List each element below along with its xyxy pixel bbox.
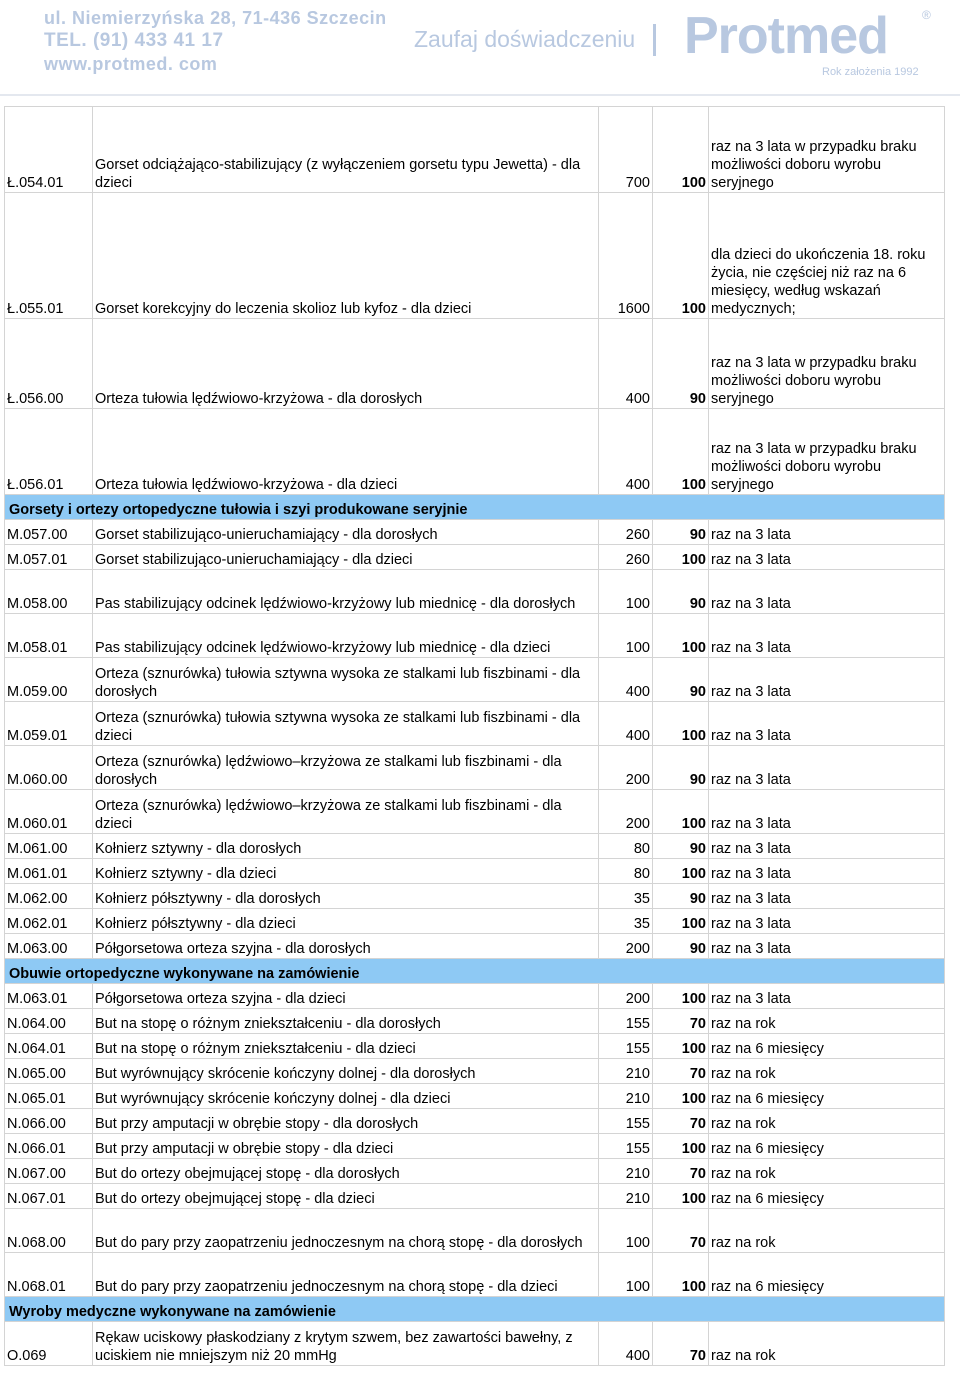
item-frequency: raz na 6 miesięcy bbox=[709, 1034, 945, 1059]
item-code: M.058.00 bbox=[5, 570, 93, 614]
item-price: 210 bbox=[599, 1184, 653, 1209]
item-frequency: raz na 6 miesięcy bbox=[709, 1253, 945, 1297]
item-name: Orteza tułowia lędźwiowo-krzyżowa - dla dorosłych bbox=[93, 319, 599, 409]
table-row bbox=[5, 1209, 945, 1253]
item-frequency: raz na 3 lata bbox=[709, 859, 945, 884]
table-row bbox=[5, 934, 945, 959]
table-row bbox=[5, 834, 945, 859]
item-code: N.067.01 bbox=[5, 1184, 93, 1209]
item-price: 1600 bbox=[599, 193, 653, 319]
item-refund-percent: 90 bbox=[653, 834, 709, 859]
table-row bbox=[5, 319, 945, 409]
table-row bbox=[5, 1184, 945, 1209]
table-row bbox=[5, 1084, 945, 1109]
logo-founded-year: Rok założenia 1992 bbox=[822, 66, 919, 78]
section-header-row bbox=[5, 959, 945, 984]
table-row bbox=[5, 859, 945, 884]
item-code: N.065.01 bbox=[5, 1084, 93, 1109]
item-price: 400 bbox=[599, 1322, 653, 1366]
item-name: Półgorsetowa orteza szyjna - dla dorosłych bbox=[93, 934, 599, 959]
item-refund-percent: 90 bbox=[653, 658, 709, 702]
item-refund-percent: 100 bbox=[653, 1084, 709, 1109]
item-code: N.066.00 bbox=[5, 1109, 93, 1134]
item-name: But wyrównujący skrócenie kończyny dolnej - dla dorosłych bbox=[93, 1059, 599, 1084]
item-code: M.059.01 bbox=[5, 702, 93, 746]
item-name: Orteza (sznurówka) lędźwiowo–krzyżowa ze stalkami lub fiszbinami - dla dorosłych bbox=[93, 746, 599, 790]
table-row bbox=[5, 409, 945, 495]
item-price: 100 bbox=[599, 614, 653, 658]
item-name: But do pary przy zaopatrzeniu jednoczesnym na chorą stopę - dla dzieci bbox=[93, 1253, 599, 1297]
item-refund-percent: 100 bbox=[653, 409, 709, 495]
item-refund-percent: 100 bbox=[653, 859, 709, 884]
item-refund-percent: 100 bbox=[653, 1034, 709, 1059]
item-frequency: raz na rok bbox=[709, 1322, 945, 1366]
item-code: O.069 bbox=[5, 1322, 93, 1366]
item-price: 210 bbox=[599, 1084, 653, 1109]
table-row bbox=[5, 545, 945, 570]
item-code: Ł.055.01 bbox=[5, 193, 93, 319]
table-row bbox=[5, 1009, 945, 1034]
item-price: 700 bbox=[599, 107, 653, 193]
item-price: 80 bbox=[599, 859, 653, 884]
item-name: Orteza (sznurówka) tułowia sztywna wysoka ze stalkami lub fiszbinami - dla dorosłych bbox=[93, 658, 599, 702]
item-price: 155 bbox=[599, 1134, 653, 1159]
item-price: 35 bbox=[599, 909, 653, 934]
table-row bbox=[5, 193, 945, 319]
item-price: 100 bbox=[599, 570, 653, 614]
table-row bbox=[5, 1109, 945, 1134]
item-frequency: raz na 3 lata bbox=[709, 658, 945, 702]
section-title: Gorsety i ortezy ortopedyczne tułowia i szyi produkowane seryjnie bbox=[5, 495, 945, 520]
section-title: Obuwie ortopedyczne wykonywane na zamówienie bbox=[5, 959, 945, 984]
item-frequency: raz na 3 lata bbox=[709, 909, 945, 934]
item-refund-percent: 100 bbox=[653, 1253, 709, 1297]
section-header-row bbox=[5, 1297, 945, 1322]
item-price: 200 bbox=[599, 746, 653, 790]
item-code: N.068.01 bbox=[5, 1253, 93, 1297]
item-name: Kołnierz sztywny - dla dorosłych bbox=[93, 834, 599, 859]
item-refund-percent: 90 bbox=[653, 570, 709, 614]
table-row bbox=[5, 702, 945, 746]
item-refund-percent: 100 bbox=[653, 193, 709, 319]
item-refund-percent: 100 bbox=[653, 790, 709, 834]
item-price: 210 bbox=[599, 1159, 653, 1184]
item-frequency: raz na 3 lata bbox=[709, 884, 945, 909]
item-code: M.057.00 bbox=[5, 520, 93, 545]
item-price: 100 bbox=[599, 1253, 653, 1297]
item-price: 260 bbox=[599, 545, 653, 570]
item-code: M.061.00 bbox=[5, 834, 93, 859]
item-frequency: raz na 6 miesięcy bbox=[709, 1084, 945, 1109]
table-row bbox=[5, 909, 945, 934]
item-price: 80 bbox=[599, 834, 653, 859]
item-code: M.061.01 bbox=[5, 859, 93, 884]
item-price: 100 bbox=[599, 1209, 653, 1253]
item-refund-percent: 90 bbox=[653, 746, 709, 790]
item-refund-percent: 70 bbox=[653, 1322, 709, 1366]
item-code: Ł.056.01 bbox=[5, 409, 93, 495]
item-price: 260 bbox=[599, 520, 653, 545]
item-frequency: raz na 3 lata bbox=[709, 570, 945, 614]
header-rule bbox=[0, 94, 960, 96]
protmed-logo bbox=[684, 6, 930, 78]
table-row bbox=[5, 1034, 945, 1059]
item-name: Gorset odciążająco-stabilizujący (z wyłączeniem gorsetu typu Jewetta) - dla dzieci bbox=[93, 107, 599, 193]
item-frequency: dla dzieci do ukończenia 18. roku życia, nie częściej niż raz na 6 miesięcy, według wskazań medycznych; bbox=[709, 193, 945, 319]
item-refund-percent: 100 bbox=[653, 1134, 709, 1159]
item-name: Gorset korekcyjny do leczenia skolioz lub kyfoz - dla dzieci bbox=[93, 193, 599, 319]
section-title: Wyroby medyczne wykonywane na zamówienie bbox=[5, 1297, 945, 1322]
table-row bbox=[5, 614, 945, 658]
item-price: 400 bbox=[599, 702, 653, 746]
item-refund-percent: 100 bbox=[653, 545, 709, 570]
table-row bbox=[5, 984, 945, 1009]
item-price: 35 bbox=[599, 884, 653, 909]
item-frequency: raz na rok bbox=[709, 1009, 945, 1034]
item-name: Rękaw uciskowy płaskodziany z krytym szwem, bez zawartości bawełny, z uciskiem nie mniejszym niż 20 mmHg bbox=[93, 1322, 599, 1366]
table-row bbox=[5, 570, 945, 614]
item-price: 200 bbox=[599, 790, 653, 834]
table-row bbox=[5, 884, 945, 909]
table-row bbox=[5, 520, 945, 545]
item-frequency: raz na 3 lata bbox=[709, 702, 945, 746]
header-divider bbox=[653, 24, 656, 56]
table-row bbox=[5, 1059, 945, 1084]
item-name: But do ortezy obejmującej stopę - dla dzieci bbox=[93, 1184, 599, 1209]
item-code: M.063.01 bbox=[5, 984, 93, 1009]
table-row bbox=[5, 1253, 945, 1297]
item-frequency: raz na 3 lata bbox=[709, 545, 945, 570]
item-frequency: raz na 3 lata bbox=[709, 934, 945, 959]
item-refund-percent: 90 bbox=[653, 884, 709, 909]
item-code: N.064.01 bbox=[5, 1034, 93, 1059]
company-phone: TEL. (91) 433 41 17 bbox=[44, 30, 224, 51]
item-name: Orteza (sznurówka) tułowia sztywna wysoka ze stalkami lub fiszbinami - dla dzieci bbox=[93, 702, 599, 746]
item-code: M.058.01 bbox=[5, 614, 93, 658]
item-code: N.067.00 bbox=[5, 1159, 93, 1184]
item-code: N.065.00 bbox=[5, 1059, 93, 1084]
item-name: Orteza (sznurówka) lędźwiowo–krzyżowa ze stalkami lub fiszbinami - dla dzieci bbox=[93, 790, 599, 834]
item-code: N.064.00 bbox=[5, 1009, 93, 1034]
item-name: But do ortezy obejmującej stopę - dla dorosłych bbox=[93, 1159, 599, 1184]
item-code: M.062.01 bbox=[5, 909, 93, 934]
item-code: Ł.056.00 bbox=[5, 319, 93, 409]
item-code: M.062.00 bbox=[5, 884, 93, 909]
item-name: Gorset stabilizująco-unieruchamiający - dla dorosłych bbox=[93, 520, 599, 545]
item-name: Gorset stabilizująco-unieruchamiający - dla dzieci bbox=[93, 545, 599, 570]
table-row bbox=[5, 1322, 945, 1366]
item-frequency: raz na rok bbox=[709, 1209, 945, 1253]
item-refund-percent: 90 bbox=[653, 934, 709, 959]
item-refund-percent: 90 bbox=[653, 319, 709, 409]
item-frequency: raz na 6 miesięcy bbox=[709, 1134, 945, 1159]
item-name: But do pary przy zaopatrzeniu jednoczesnym na chorą stopę - dla dorosłych bbox=[93, 1209, 599, 1253]
table-row bbox=[5, 1134, 945, 1159]
item-name: But przy amputacji w obrębie stopy - dla dorosłych bbox=[93, 1109, 599, 1134]
item-frequency: raz na 3 lata bbox=[709, 614, 945, 658]
logo-wordmark: Protmed bbox=[684, 7, 888, 65]
table-row bbox=[5, 790, 945, 834]
page-header bbox=[0, 0, 960, 98]
item-frequency: raz na 3 lata w przypadku braku możliwości doboru wyrobu seryjnego bbox=[709, 409, 945, 495]
item-price: 155 bbox=[599, 1009, 653, 1034]
item-name: But przy amputacji w obrębie stopy - dla dzieci bbox=[93, 1134, 599, 1159]
registered-mark: ® bbox=[922, 8, 931, 22]
item-code: Ł.054.01 bbox=[5, 107, 93, 193]
item-refund-percent: 70 bbox=[653, 1109, 709, 1134]
item-frequency: raz na 3 lata w przypadku braku możliwości doboru wyrobu seryjnego bbox=[709, 319, 945, 409]
item-price: 155 bbox=[599, 1109, 653, 1134]
item-refund-percent: 100 bbox=[653, 909, 709, 934]
item-name: Kołnierz półsztywny - dla dorosłych bbox=[93, 884, 599, 909]
item-price: 155 bbox=[599, 1034, 653, 1059]
item-refund-percent: 100 bbox=[653, 984, 709, 1009]
item-code: M.057.01 bbox=[5, 545, 93, 570]
item-frequency: raz na 3 lata bbox=[709, 984, 945, 1009]
item-name: Pas stabilizujący odcinek lędźwiowo-krzyżowy lub miednicę - dla dorosłych bbox=[93, 570, 599, 614]
item-code: M.060.01 bbox=[5, 790, 93, 834]
item-refund-percent: 70 bbox=[653, 1159, 709, 1184]
item-price: 400 bbox=[599, 658, 653, 702]
table-row bbox=[5, 1159, 945, 1184]
company-website[interactable]: www.protmed. com bbox=[44, 54, 218, 74]
item-refund-percent: 70 bbox=[653, 1009, 709, 1034]
item-price: 400 bbox=[599, 319, 653, 409]
table-row bbox=[5, 107, 945, 193]
item-name: Pas stabilizujący odcinek lędźwiowo-krzyżowy lub miednicę - dla dzieci bbox=[93, 614, 599, 658]
item-frequency: raz na 6 miesięcy bbox=[709, 1184, 945, 1209]
item-name: But na stopę o różnym zniekształceniu - dla dzieci bbox=[93, 1034, 599, 1059]
item-frequency: raz na rok bbox=[709, 1109, 945, 1134]
item-refund-percent: 100 bbox=[653, 702, 709, 746]
item-price: 200 bbox=[599, 934, 653, 959]
section-header-row bbox=[5, 495, 945, 520]
item-refund-percent: 90 bbox=[653, 520, 709, 545]
item-frequency: raz na 3 lata bbox=[709, 834, 945, 859]
item-refund-percent: 70 bbox=[653, 1059, 709, 1084]
item-frequency: raz na 3 lata bbox=[709, 790, 945, 834]
item-refund-percent: 100 bbox=[653, 614, 709, 658]
company-address: ul. Niemierzyńska 28, 71-436 Szczecin bbox=[44, 8, 387, 28]
item-name: But na stopę o różnym zniekształceniu - dla dorosłych bbox=[93, 1009, 599, 1034]
company-slogan: Zaufaj doświadczeniu bbox=[414, 26, 636, 52]
item-price: 200 bbox=[599, 984, 653, 1009]
item-code: M.060.00 bbox=[5, 746, 93, 790]
item-price: 210 bbox=[599, 1059, 653, 1084]
item-name: Orteza tułowia lędźwiowo-krzyżowa - dla dzieci bbox=[93, 409, 599, 495]
item-code: N.068.00 bbox=[5, 1209, 93, 1253]
item-name: Kołnierz sztywny - dla dzieci bbox=[93, 859, 599, 884]
item-refund-percent: 70 bbox=[653, 1209, 709, 1253]
table-row bbox=[5, 658, 945, 702]
item-refund-percent: 100 bbox=[653, 107, 709, 193]
item-frequency: raz na rok bbox=[709, 1059, 945, 1084]
item-code: N.066.01 bbox=[5, 1134, 93, 1159]
item-name: Kołnierz półsztywny - dla dzieci bbox=[93, 909, 599, 934]
item-frequency: raz na rok bbox=[709, 1159, 945, 1184]
item-code: M.063.00 bbox=[5, 934, 93, 959]
item-price: 400 bbox=[599, 409, 653, 495]
item-name: Półgorsetowa orteza szyjna - dla dzieci bbox=[93, 984, 599, 1009]
item-code: M.059.00 bbox=[5, 658, 93, 702]
table-row bbox=[5, 746, 945, 790]
item-frequency: raz na 3 lata bbox=[709, 746, 945, 790]
item-refund-percent: 100 bbox=[653, 1184, 709, 1209]
price-list-table bbox=[4, 106, 945, 1366]
item-name: But wyrównujący skrócenie kończyny dolnej - dla dzieci bbox=[93, 1084, 599, 1109]
item-frequency: raz na 3 lata w przypadku braku możliwości doboru wyrobu seryjnego bbox=[709, 107, 945, 193]
item-frequency: raz na 3 lata bbox=[709, 520, 945, 545]
